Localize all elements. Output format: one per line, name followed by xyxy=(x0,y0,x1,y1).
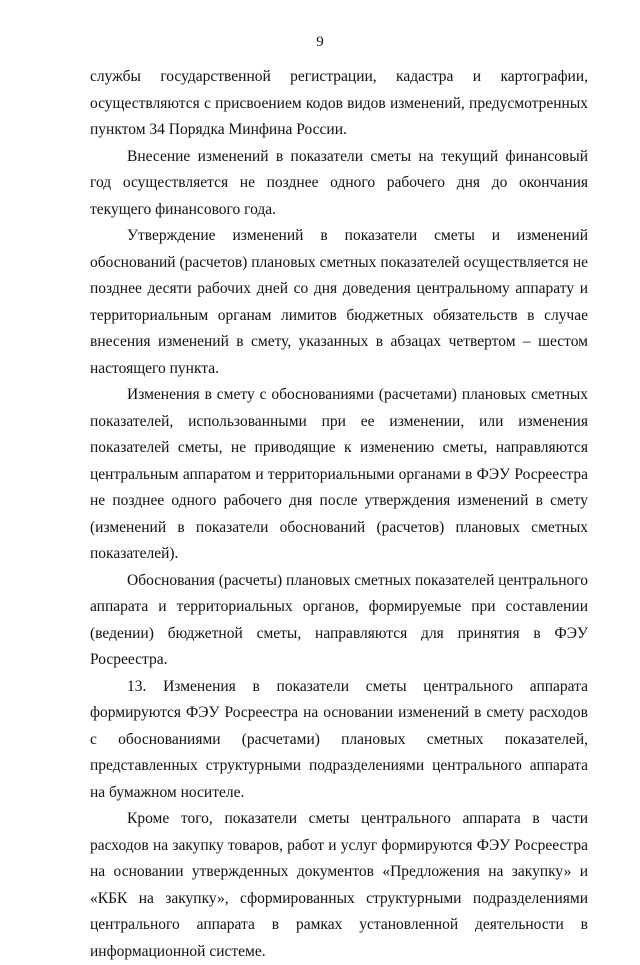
paragraph-item-13: 13. Изменения в показатели сметы центрального аппарата формируются ФЭУ Росреестра на основании изменений в смету расходов с обоснованиями (расчетами) плановых сметных показателей, представленных структурными подразделениями центрального аппарата на бумажном носителе. xyxy=(90,677,588,801)
paragraph-approval-of-changes: Утверждение изменений в показатели сметы и изменений обоснований (расчетов) плановых сметных показателей осуществляется не позднее десяти рабочих дней со дня доведения центральному аппарату и территориальным органам лимитов бюджетных обязательств в случае внесения изменений в смету, указанных в абзацах четвертом – шестом настоящего пункта. xyxy=(90,227,588,377)
paragraph-changes-submission: Изменения в смету с обоснованиями (расчетами) плановых сметных показателей, использованными при ее изменении, или изменения показателей сметы, не приводящие к изменению сметы, направляются центральным аппаратом и территориальными органами в ФЭУ Росреестра не позднее одного рабочего дня после утверждения изменений в смету (изменений в показатели обоснований (расчетов) плановых сметных показателей). xyxy=(90,386,588,562)
document-body xyxy=(90,64,588,965)
paragraph-justifications: Обоснования (расчеты) плановых сметных показателей центрального аппарата и территориальных органов, формируемые при составлении (ведении) бюджетной сметы, направляются для принятия в ФЭУ Росреестра. xyxy=(90,571,589,668)
paragraph-continuation: службы государственной регистрации, кадастра и картографии, осуществляются с присвоением кодов видов изменений, предусмотренных пунктом 34 Порядка Минфина России. xyxy=(90,68,588,138)
page-number: 9 xyxy=(316,34,324,50)
paragraph-changes-current-year: Внесение изменений в показатели сметы на текущий финансовый год осуществляется не позднее одного рабочего дня до окончания текущего финансового года. xyxy=(90,147,588,218)
paragraph-procurement: Кроме того, показатели сметы центрального аппарата в части расходов на закупку товаров, работ и услуг формируются ФЭУ Росреестра на основании утвержденных документов «Предложения на закупку» и «КБК на закупку», сформированных структурными подразделениями центрального аппарата в рамках установленной деятельности в информационной системе. xyxy=(90,810,588,960)
